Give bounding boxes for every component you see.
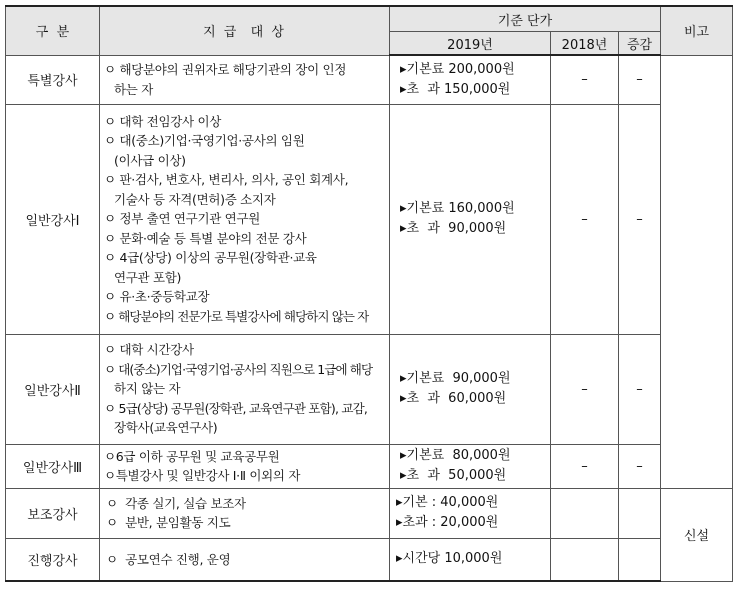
target-item: ㅇ 대(중소)기업·국영기업·공사의 임원 — [104, 133, 305, 149]
header-base-price: 기준 단가 — [390, 6, 661, 32]
target-item: ㅇ 분반, 분임활동 지도 — [106, 515, 231, 530]
header-year-2018: 2018년 — [551, 32, 619, 56]
row-category: 일반강사Ⅰ — [6, 104, 100, 334]
price-line: ▸초 과 90,000원 — [400, 221, 507, 236]
target-item: ㅇ 정부 출연 연구기관 연구원 — [104, 211, 260, 227]
row-prices — [390, 55, 551, 104]
row-prices — [390, 444, 551, 488]
target-item: 장학사(교육연구사) — [114, 420, 218, 436]
price-line: ▸기본료 160,000원 — [400, 201, 515, 216]
lecturer-fee-table — [5, 5, 733, 582]
table-row — [6, 538, 733, 581]
target-item: ㅇ 대학 전임강사 이상 — [104, 113, 221, 129]
header-category: 구 분 — [6, 6, 100, 55]
row-category: 일반강사Ⅱ — [6, 334, 100, 444]
remarks-new: 신설 — [661, 488, 733, 581]
row-category: 보조강사 — [6, 488, 100, 538]
price-line: ▸초 과 60,000원 — [400, 391, 507, 406]
row-category: 일반강사Ⅲ — [6, 444, 100, 488]
row-2018-value: – — [551, 104, 619, 334]
target-item: ㅇ 대학 시간강사 — [104, 342, 194, 358]
row-category: 진행강사 — [6, 538, 100, 581]
price-line: ▸초과 : 20,000원 — [396, 515, 499, 530]
row-2018-value: – — [551, 444, 619, 488]
row-2018-value: – — [551, 334, 619, 444]
row-change-value: – — [619, 334, 661, 444]
price-line: ▸기본 : 40,000원 — [396, 495, 499, 510]
price-line: ▸기본료 80,000원 — [400, 448, 511, 463]
remarks-cell-empty — [661, 55, 733, 488]
row-prices — [390, 488, 551, 538]
target-item: ㅇ 유·초·중등학교장 — [104, 289, 210, 305]
header-year-2019: 2019년 — [390, 32, 551, 56]
price-line: ▸초 과 150,000원 — [400, 81, 511, 97]
row-prices — [390, 538, 551, 581]
table-row — [6, 444, 733, 488]
row-change-value — [619, 538, 661, 581]
price-line: ▸시간당 10,000원 — [396, 551, 503, 567]
target-item: ㅇ 판·검사, 변호사, 변리사, 의사, 공인 회계사, — [104, 172, 349, 188]
target-item: ㅇ 5급(상당) 공무원(장학관, 교육연구관 포함), 교감, — [104, 400, 368, 416]
target-item: 하는 자 — [114, 81, 153, 97]
target-item: ㅇ6급 이하 공무원 및 교육공무원 — [104, 448, 280, 464]
row-2018-value: – — [551, 55, 619, 104]
target-item: ㅇ 각종 실기, 실습 보조자 — [106, 495, 246, 511]
target-item: ㅇ 공모연수 진행, 운영 — [106, 551, 231, 567]
row-prices — [390, 334, 551, 444]
target-item: 기술사 등 자격(면허)증 소지자 — [114, 191, 276, 207]
target-item: ㅇ 대(중소)기업·국영기업·공사의 직원으로 1급에 해당 — [104, 361, 373, 377]
header-remarks: 비고 — [661, 6, 733, 55]
header-target: 지 급 대 상 — [100, 6, 390, 55]
target-item: 하지 않는 자 — [114, 381, 181, 397]
row-change-value — [619, 488, 661, 538]
row-targets — [100, 55, 390, 104]
price-line: ▸초 과 50,000원 — [400, 468, 507, 483]
target-item: ㅇ 해당분야의 권위자로 해당기관의 장이 인정 — [104, 62, 347, 77]
target-item: ㅇ 4급(상당) 이상의 공무원(장학관·교육 — [104, 250, 317, 266]
table-row — [6, 334, 733, 444]
target-item: 연구관 포함) — [114, 269, 182, 285]
target-item: ㅇ특별강사 및 일반강사 Ⅰ·Ⅱ 이외의 자 — [104, 468, 301, 483]
target-item: (이사급 이상) — [114, 152, 186, 168]
table-row — [6, 55, 733, 104]
target-item: ㅇ 해당분야의 전문가로 특별강사에 해당하지 않는 자 — [104, 308, 369, 324]
row-targets — [100, 444, 390, 488]
row-targets — [100, 334, 390, 444]
header-change: 증감 — [619, 32, 661, 56]
price-line: ▸기본료 200,000원 — [400, 61, 515, 77]
target-item: ㅇ 문화·예술 등 특별 분야의 전문 강사 — [104, 230, 307, 246]
row-change-value: – — [619, 444, 661, 488]
row-change-value: – — [619, 55, 661, 104]
row-prices — [390, 104, 551, 334]
price-line: ▸기본료 90,000원 — [400, 371, 511, 386]
row-targets — [100, 488, 390, 538]
row-2018-value — [551, 538, 619, 581]
row-targets — [100, 104, 390, 334]
row-change-value: – — [619, 104, 661, 334]
table-row — [6, 488, 733, 538]
row-2018-value — [551, 488, 619, 538]
row-category: 특별강사 — [6, 55, 100, 104]
row-targets — [100, 538, 390, 581]
table-row — [6, 104, 733, 334]
